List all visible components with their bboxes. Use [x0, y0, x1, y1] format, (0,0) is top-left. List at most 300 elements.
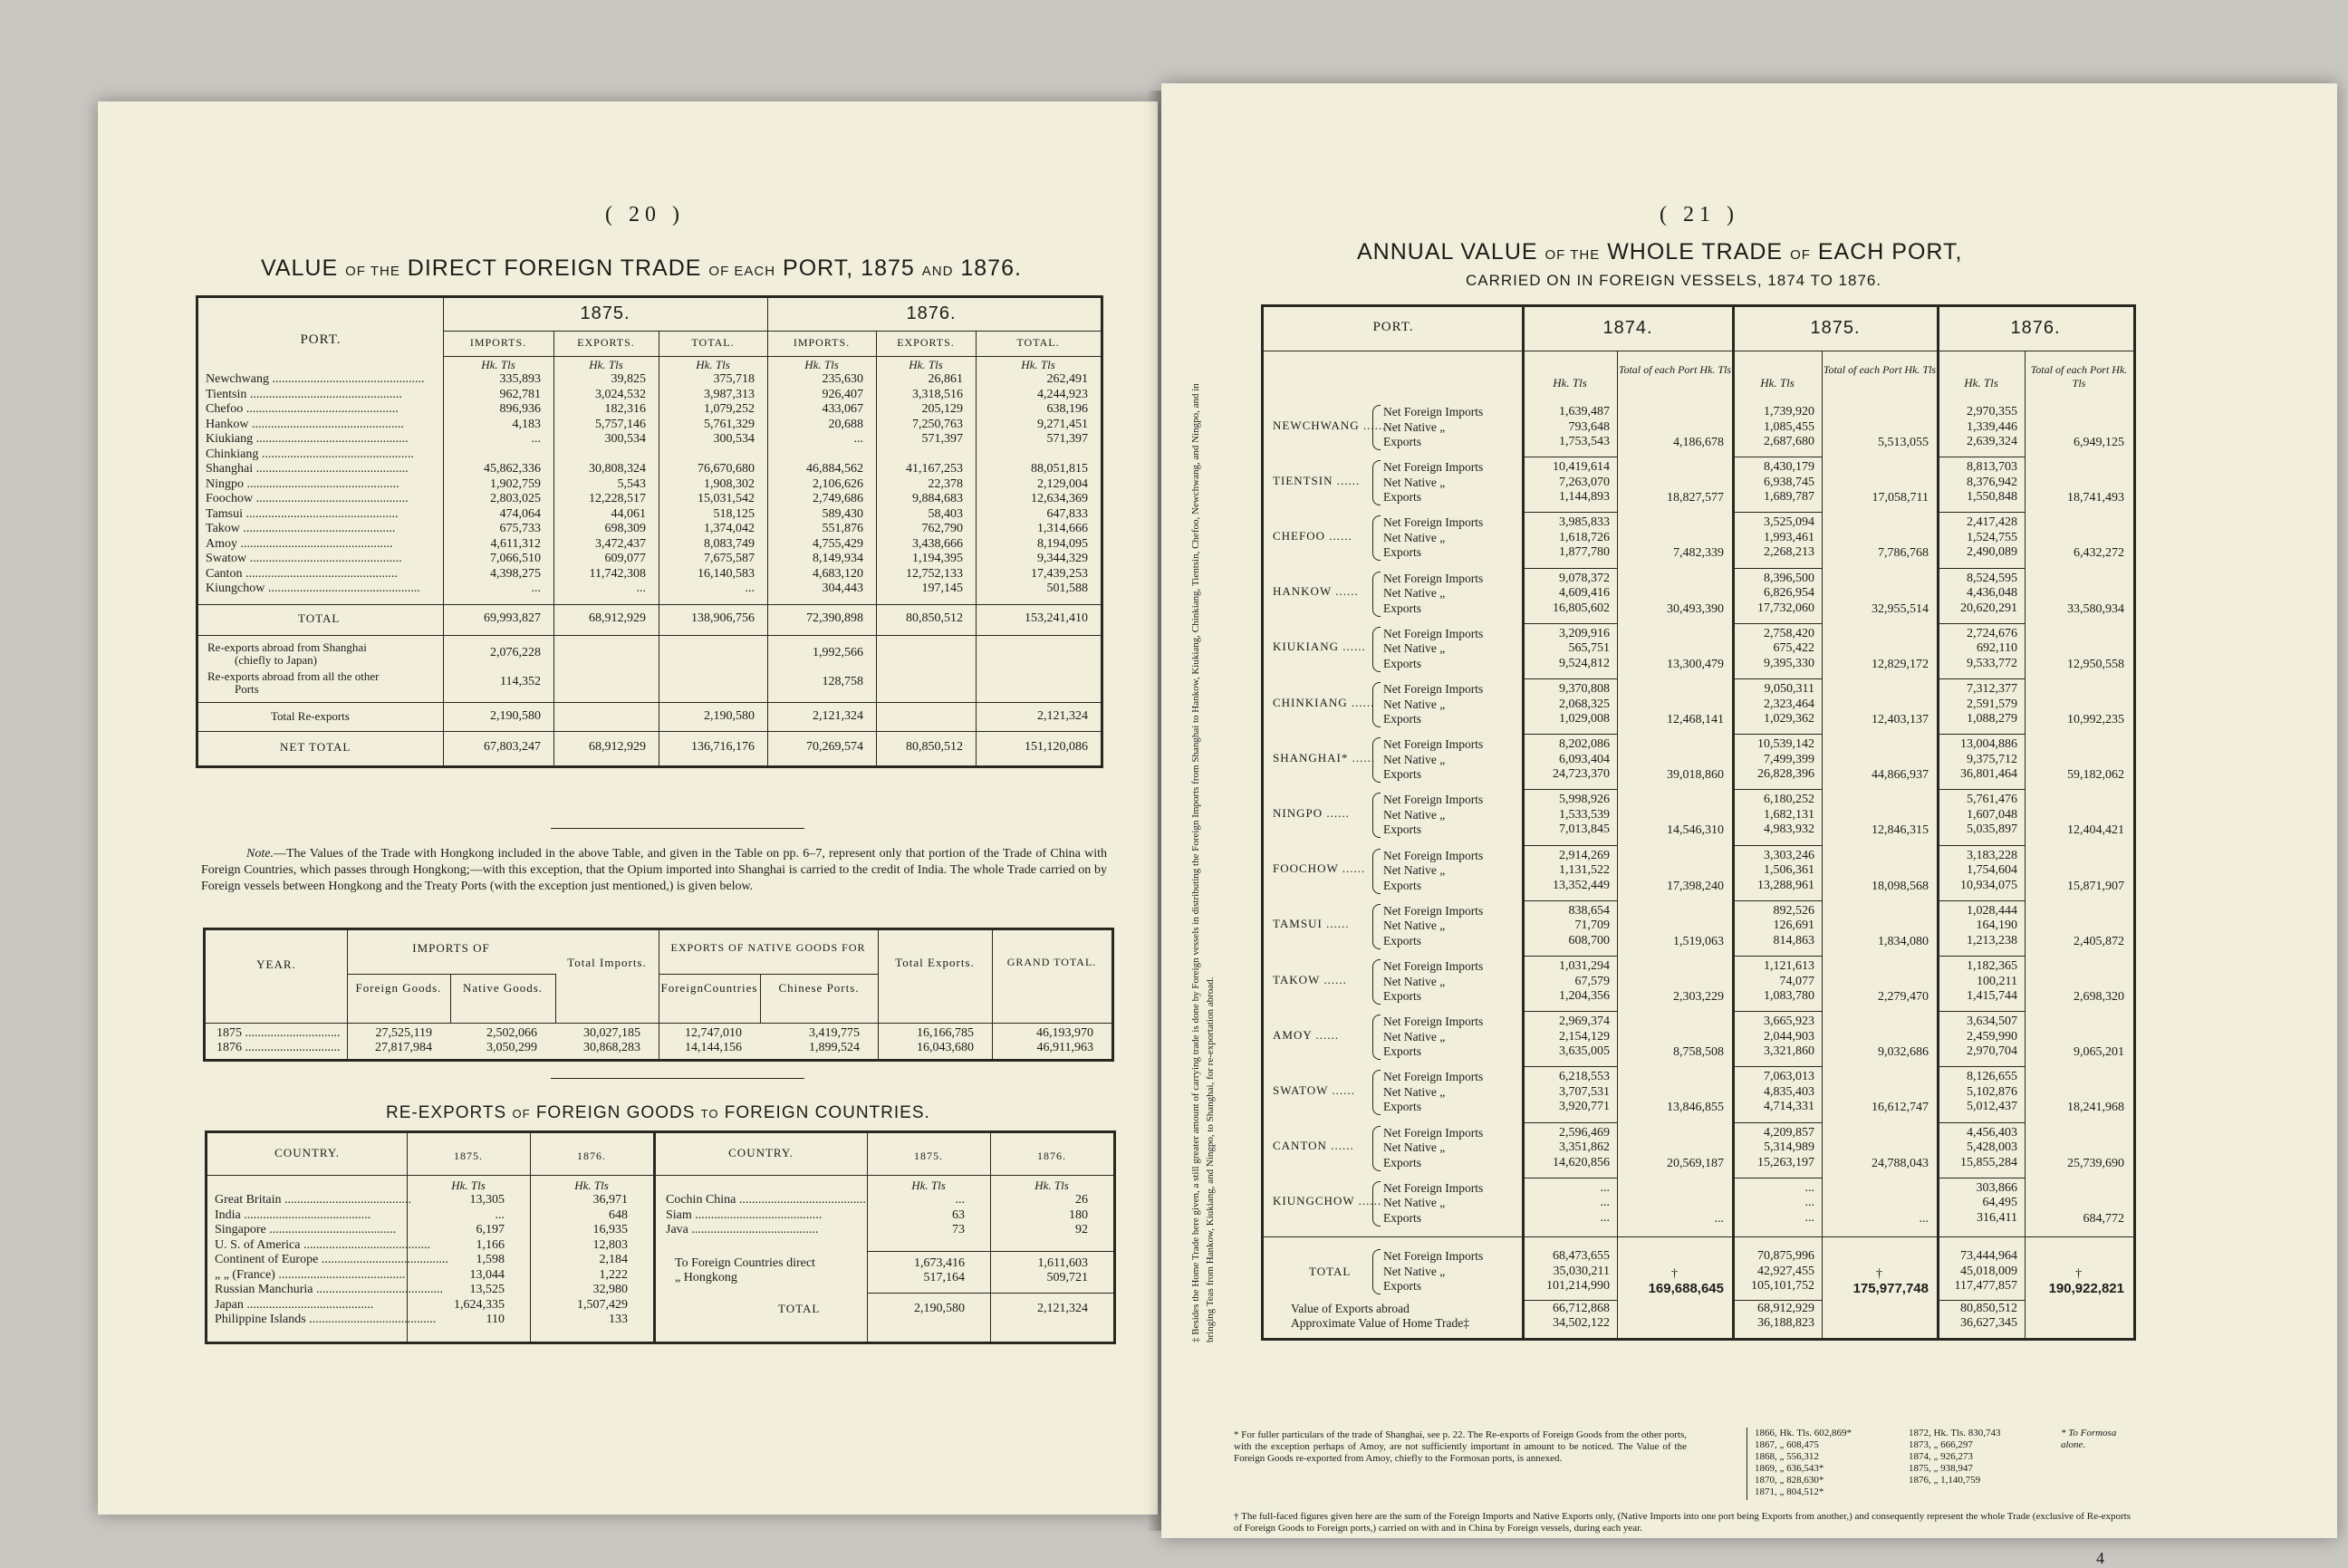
table-cell: 46,884,562 [806, 462, 863, 476]
row-label: Net Foreign Imports [1383, 737, 1484, 752]
table-cell: 36,801,464 [1960, 767, 2017, 782]
total-cell: 2,121,324 [1037, 1302, 1088, 1315]
signature-mark: 4 [2096, 1549, 2104, 1567]
left-page [98, 101, 1158, 1515]
port-name [206, 432, 439, 447]
table-cell: 3,303,246 [1764, 848, 1814, 862]
rule [443, 331, 1101, 332]
rule [1733, 1300, 1822, 1301]
table-cell: 30,808,324 [589, 462, 646, 476]
table-cell: 4,714,331 [1764, 1100, 1814, 1114]
table-cell: 1,908,302 [704, 476, 755, 491]
port-name [1273, 474, 1372, 489]
row-label: Net Native „ [1383, 807, 1446, 822]
leader-dots: ...... [1347, 695, 1375, 709]
table-cell: 7,675,587 [704, 552, 755, 565]
row-label: Net Native „ [1383, 475, 1446, 489]
row-label: Exports [1383, 656, 1421, 670]
table-cell: 9,078,372 [1559, 571, 1610, 585]
table-cell: 2,184 [599, 1253, 628, 1266]
table-cell: 589,430 [822, 506, 863, 521]
dagger-mark: † [1671, 1267, 1679, 1281]
port-total-cell: 59,182,062 [2067, 768, 2124, 783]
row-label: Net Native „ [1383, 530, 1446, 544]
table-cell: 1,166 [476, 1237, 505, 1252]
port-total-cell: 17,398,240 [1667, 879, 1724, 893]
rule [1733, 1066, 1822, 1067]
unit-label: Hk. Tls [696, 358, 730, 371]
table-cell: 24,723,370 [1553, 767, 1610, 782]
rule [1938, 1066, 2025, 1067]
table-cell: 8,126,655 [1967, 1070, 2017, 1084]
table-cell: 10,419,614 [1553, 460, 1610, 475]
table-cell: 1,028,444 [1967, 903, 2017, 918]
table-cell: 3,665,923 [1764, 1015, 1814, 1029]
port-total-cell: 17,058,711 [1872, 491, 1929, 505]
table-cell: 3,024,532 [595, 387, 646, 401]
table-cell: 551,876 [822, 522, 863, 535]
port-total-cell: 13,300,479 [1667, 657, 1724, 671]
rule [659, 974, 878, 975]
leader-dots: ................................................ [242, 566, 398, 581]
port-name-text: Shanghai [206, 462, 254, 476]
port-total-cell: 6,949,125 [2074, 436, 2124, 449]
row-label: Net Foreign Imports [1383, 515, 1484, 530]
table-cell: 762,790 [921, 522, 963, 535]
table-cell: 2,121,324 [1037, 708, 1088, 723]
port-name-text: Ningpo [206, 476, 244, 491]
port-name [206, 462, 439, 477]
rule [1733, 734, 1822, 735]
country-name [215, 1313, 437, 1328]
grand-total-cell: 190,922,821 [2048, 1281, 2124, 1296]
divider [551, 828, 804, 829]
row-label: Net Foreign Imports [1383, 405, 1484, 418]
table-cell: 34,502,122 [1553, 1316, 1610, 1330]
note-paragraph: Note.—The Values of the Trade with Hongkong included in the above Table, and given in the Table on pp. 6–7, represent only that portion of the Trade of China with Foreign Countries, which passes through Hongkong;—with this exception, that the Opium imported into Shanghai is carried to the credit of India. The whole Trade carried on by Foreign vessels between Hongkong and the Treaty Ports (with the exception just mentioned,) is given below. [201, 847, 1107, 893]
table-cell: 8,524,595 [1967, 571, 2017, 585]
port-name [206, 477, 439, 493]
table-cell: 892,526 [1773, 903, 1814, 918]
table-cell: 2,121,324 [813, 708, 863, 723]
leader-dots: ...... [1322, 917, 1350, 931]
amoy-entry: 1875, „ 938,947 [1909, 1463, 1973, 1474]
leader-dots: ...... [1338, 861, 1366, 876]
table-cell: 13,352,449 [1553, 878, 1610, 892]
column-header: Foreign Goods. [355, 981, 442, 995]
row-label: Exports [1383, 1210, 1421, 1225]
table-cell: 1,415,744 [1967, 989, 2017, 1003]
table-cell: 1,639,487 [1559, 405, 1610, 418]
rule [1733, 845, 1822, 846]
port-name-text: Kiukiang [206, 432, 254, 446]
row-label: Net Native „ [1383, 586, 1446, 601]
port-name [1273, 806, 1372, 822]
table-cell: 5,102,876 [1967, 1084, 2017, 1099]
table-cell: 675,422 [1773, 641, 1814, 656]
row-label: Net Foreign Imports [1383, 1249, 1484, 1263]
table-cell: 44,061 [611, 506, 646, 521]
rule [1938, 734, 2025, 735]
table-cell: 7,063,013 [1764, 1070, 1814, 1084]
table-cell: 180 [1069, 1207, 1088, 1222]
table-cell: 2,803,025 [490, 492, 541, 505]
table-cell: 15,263,197 [1757, 1155, 1814, 1169]
table-cell: 46,911,963 [1036, 1041, 1093, 1054]
port-name-text: Canton [206, 566, 243, 581]
country-text: Great Britain [215, 1193, 282, 1207]
port-name [206, 582, 439, 597]
table-cell: 571,397 [921, 432, 963, 446]
leader-dots: ...... [1348, 750, 1376, 765]
table-cell: 6,938,745 [1764, 475, 1814, 489]
table-cell: 1,131,522 [1559, 863, 1610, 878]
port-name [206, 567, 439, 582]
port-total-cell: 8,758,508 [1673, 1045, 1724, 1060]
brace [1372, 793, 1381, 838]
rule [347, 974, 555, 975]
table-cell: ... [495, 1207, 505, 1222]
rule [1523, 512, 1617, 513]
brace [1372, 1181, 1381, 1227]
port-name [1273, 861, 1372, 877]
leader-dots: ................................................ [253, 432, 409, 446]
table-cell: 136,716,176 [691, 739, 755, 754]
country-text: Java [666, 1223, 688, 1236]
table-cell: 1,083,780 [1764, 989, 1814, 1003]
unit-label: Hk. Tls [911, 1178, 946, 1192]
port-name-text: KIUKIANG [1273, 640, 1339, 654]
table-cell: 4,755,429 [813, 536, 863, 551]
table-cell: 110 [486, 1313, 505, 1326]
year-header: 1874. [1602, 318, 1653, 338]
table-cell: 2,076,228 [490, 645, 541, 659]
port-name-text: Takow [206, 522, 240, 535]
row-label: Net Native „ [1383, 919, 1446, 933]
table-cell: 14,144,156 [685, 1041, 742, 1054]
table-cell: ... [1804, 1210, 1814, 1225]
divider [551, 1078, 804, 1079]
table-cell: 15,855,284 [1960, 1155, 2017, 1169]
table-cell: 1,739,920 [1764, 405, 1814, 418]
table-cell: 26,828,396 [1757, 767, 1814, 782]
port-total-cell: 9,065,201 [2074, 1045, 2124, 1060]
table-cell: 692,110 [1977, 641, 2017, 656]
footnote-shanghai: * For fuller particulars of the trade of Shanghai, see p. 22. The Re-exports of Foreign Goods from the other ports, with the exception perhaps of Amoy, are not sufficiently important in amount to be noticed. The Value of the Foreign Goods re-exported from Amoy, chiefly to the Formosan ports, is annexed. [1234, 1429, 1687, 1464]
year-header: YEAR. [256, 957, 296, 971]
amoy-entry: 1866, Hk. Tls. 602,869* [1755, 1428, 1852, 1438]
table-cell: 4,683,120 [813, 566, 863, 581]
port-name [206, 418, 439, 433]
port-name [1273, 418, 1387, 434]
row-label: Exports [1383, 1100, 1421, 1114]
table-cell: 41,167,253 [906, 462, 963, 476]
amoy-entry: 1873, „ 666,297 [1909, 1439, 1973, 1450]
table-cell: 9,524,812 [1559, 656, 1610, 670]
table-cell: 2,190,580 [704, 708, 755, 723]
table-cell: 1,194,395 [912, 552, 963, 565]
port-total-cell: 18,827,577 [1667, 491, 1724, 505]
exports-abroad-label: Value of Exports abroad [1291, 1302, 1410, 1315]
port-total-cell: 684,772 [2083, 1211, 2124, 1226]
country-name [215, 1268, 405, 1284]
port-total-cell: 20,569,187 [1667, 1156, 1724, 1170]
brace [1372, 1070, 1381, 1115]
port-name-text: Swatow [206, 552, 247, 565]
table-cell: 9,050,311 [1764, 682, 1814, 696]
row-label: Exports [1383, 1279, 1421, 1293]
table-cell: 9,375,712 [1967, 752, 2017, 766]
column-header: IMPORTS. [793, 336, 851, 349]
port-name [206, 447, 439, 463]
port-total-cell: 10,992,235 [2067, 713, 2124, 726]
brace [1372, 959, 1381, 1005]
table-cell: 1,222 [599, 1267, 628, 1282]
port-name-text: KIUNGCHOW [1273, 1194, 1355, 1208]
table-cell: 3,438,666 [912, 536, 963, 551]
year-header: 1876. [906, 303, 957, 323]
table-cell: 3,419,775 [809, 1026, 860, 1040]
port-total-cell: 2,698,320 [2074, 990, 2124, 1004]
unit-label: Hk. Tls [589, 358, 623, 371]
country-text: „ „ (France) [215, 1267, 275, 1282]
rule [1938, 789, 2025, 790]
leader-dots: ........................................ [300, 1237, 430, 1252]
table-cell: 5,543 [617, 476, 646, 491]
port-total-cell: ... [1919, 1211, 1929, 1226]
table-cell: 3,920,771 [1559, 1100, 1610, 1114]
table-cell: 2,129,004 [1037, 476, 1088, 491]
rule [1733, 900, 1822, 901]
table-cell: 58,403 [928, 506, 963, 521]
port-name-text: AMOY [1273, 1027, 1313, 1042]
rule [1938, 1300, 2025, 1301]
rule [1523, 678, 1617, 679]
table-cell: 262,491 [1046, 372, 1088, 386]
table-cell: 126,691 [1773, 919, 1814, 933]
table-cell: 16,140,583 [698, 566, 755, 581]
table-cell: 609,077 [604, 552, 646, 565]
total-cell: 153,241,410 [1025, 611, 1088, 625]
country-text: Cochin China [666, 1193, 736, 1207]
table-cell: 316,411 [1977, 1210, 2017, 1225]
port-name [1273, 917, 1372, 932]
table-cell: 80,850,512 [906, 739, 963, 754]
table-cell: 35,030,211 [1553, 1264, 1610, 1278]
total-label: TOTAL [778, 1302, 821, 1315]
table-cell: 896,936 [499, 402, 541, 416]
brace [1372, 405, 1381, 450]
port-name [206, 388, 439, 403]
port-name-text: TIENTSIN [1273, 473, 1333, 487]
rule [198, 731, 1101, 732]
year-text: 1875 [217, 1026, 242, 1040]
table-cell: 17,439,253 [1031, 566, 1088, 581]
row-label: Exports [1383, 435, 1421, 448]
port-total-cell: 2,279,470 [1878, 990, 1929, 1004]
table-cell: 26,861 [928, 372, 963, 386]
row-label: Net Native „ [1383, 419, 1446, 434]
port-name-text: CHEFOO [1273, 528, 1326, 543]
amoy-note: * To Formosa alone. [2061, 1428, 2117, 1450]
table-cell: 4,983,932 [1764, 822, 1814, 837]
table-cell: 26 [1075, 1193, 1088, 1207]
brace [1372, 572, 1381, 617]
brace [1372, 1015, 1381, 1060]
table-cell: 1,618,726 [1559, 530, 1610, 544]
hongkong-trade-table [203, 928, 1114, 1062]
leader-dots: ................................................ [246, 552, 402, 565]
row-label: Net Foreign Imports [1383, 571, 1484, 585]
table-cell: 2,044,903 [1764, 1029, 1814, 1044]
leader-dots: ................................................ [253, 462, 409, 476]
leader-dots: ................................................ [265, 582, 420, 595]
table-cell: 13,305 [469, 1193, 505, 1207]
table-cell: 8,376,942 [1967, 475, 2017, 489]
port-name [206, 537, 439, 553]
port-header: PORT. [300, 332, 342, 347]
port-name [1273, 1194, 1382, 1209]
imports-of-header: IMPORTS OF [412, 941, 490, 955]
port-name [1273, 584, 1372, 600]
leader-dots: ................................................ [244, 476, 399, 491]
rule [1523, 1011, 1617, 1012]
table-cell: 8,396,500 [1764, 571, 1814, 585]
table-cell: ... [1804, 1180, 1814, 1195]
row-label: Net Native „ [1383, 1084, 1446, 1099]
table-cell: 13,004,886 [1960, 737, 2017, 752]
leader-dots: ................................................ [248, 417, 404, 431]
table-cell: ... [1600, 1196, 1610, 1210]
unit-label: Hk. Tls [574, 1178, 609, 1192]
port-total-cell: 1,834,080 [1878, 934, 1929, 948]
port-name-text: TAMSUI [1273, 917, 1323, 931]
reexport-label: Re-exports abroad from Shanghai [207, 640, 367, 654]
table-cell: 5,757,146 [595, 417, 646, 431]
row-label: Exports [1383, 601, 1421, 615]
port-total-cell: 18,241,968 [2067, 1101, 2124, 1115]
amoy-entry: 1872, Hk. Tls. 830,743 [1909, 1428, 2001, 1438]
table-cell: 2,724,676 [1967, 626, 2017, 640]
table-cell: 2,749,686 [813, 492, 863, 505]
table-cell: 2,490,089 [1967, 545, 2017, 560]
table-cell: 648 [609, 1207, 628, 1222]
port-total-cell: 33,580,934 [2067, 601, 2124, 616]
row-label: Net Native „ [1383, 1264, 1446, 1278]
country-name [666, 1223, 863, 1238]
unit-label: Hk. Tls [1760, 376, 1795, 390]
row-label: Net Foreign Imports [1383, 626, 1484, 640]
leader-dots: ...... [1320, 972, 1347, 986]
total-label: TOTAL [298, 611, 341, 625]
dagger-mark: † [1876, 1267, 1883, 1281]
table-cell: 151,120,086 [1025, 739, 1088, 754]
table-cell: 9,884,683 [912, 492, 963, 505]
unit-label: Hk. Tls [1964, 376, 1998, 390]
port-name-text: Amoy [206, 536, 237, 551]
table-cell: 2,106,626 [813, 476, 863, 491]
table-cell: 7,066,510 [490, 552, 541, 565]
table-cell: 4,835,403 [1764, 1084, 1814, 1099]
row-label: Exports [1383, 712, 1421, 726]
total-label: TOTAL [1309, 1264, 1352, 1278]
country-text: Russian Manchuria [215, 1283, 313, 1296]
port-name-text: Tamsui [206, 506, 244, 521]
table-cell: 64,495 [1982, 1196, 2017, 1210]
port-total-cell: 32,955,514 [1872, 601, 1929, 616]
rule [198, 635, 1101, 636]
table-cell: 2,068,325 [1559, 697, 1610, 711]
row-label: Net Foreign Imports [1383, 460, 1484, 475]
rule [1733, 623, 1822, 624]
port-total-cell: 2,405,872 [2074, 934, 2124, 948]
total-header: Total of each Port Hk. Tls [1618, 363, 1732, 376]
leader-dots: ................................................ [268, 372, 425, 386]
total-header: Total of each Port Hk. Tls [1823, 363, 1937, 376]
table-cell: 1,088,279 [1967, 712, 2017, 726]
port-total-cell: 2,303,229 [1673, 990, 1724, 1004]
row-label: Exports [1383, 822, 1421, 837]
table-cell: 1,029,362 [1764, 712, 1814, 726]
port-name [1273, 695, 1375, 711]
table-cell: 1,550,848 [1967, 490, 2017, 505]
total-header: Total of each Port Hk. Tls [2030, 363, 2128, 390]
table-cell: 4,398,275 [490, 566, 541, 581]
table-cell: 3,985,833 [1559, 515, 1610, 530]
table-cell: 2,417,428 [1967, 515, 2017, 530]
port-name-text: Hankow [206, 417, 249, 431]
port-total-cell: 24,788,043 [1872, 1156, 1929, 1170]
table-cell: 4,456,403 [1967, 1125, 2017, 1140]
table-cell: 74,077 [1779, 974, 1814, 988]
table-cell: 1,607,048 [1967, 807, 2017, 822]
table-cell: 6,826,954 [1764, 586, 1814, 601]
port-name [206, 492, 439, 507]
table-cell: ... [636, 582, 646, 595]
right-page [1161, 83, 2337, 1567]
leader-dots: ................................................ [243, 506, 399, 521]
rule [1938, 1122, 2025, 1123]
country-text: India [215, 1207, 241, 1222]
table-cell: 22,378 [928, 476, 963, 491]
rule [1523, 789, 1617, 790]
leader-dots: ........................................ [305, 1313, 437, 1326]
table-cell: ... [955, 1193, 965, 1207]
country-text: Philippine Islands [215, 1313, 306, 1326]
table-cell: 1,079,252 [704, 402, 755, 416]
port-name-text: SWATOW [1273, 1082, 1329, 1097]
table-cell: 12,747,010 [685, 1026, 742, 1040]
row-label: Net Foreign Imports [1383, 1125, 1484, 1140]
row-label: Net Native „ [1383, 1196, 1446, 1210]
table-cell: 647,833 [1046, 506, 1088, 521]
reexport-label: Re-exports abroad from all the other [207, 669, 380, 683]
table-cell: 638,196 [1046, 402, 1088, 416]
unit-label: Hk. Tls [1034, 1178, 1069, 1192]
table-cell: 4,209,857 [1764, 1125, 1814, 1140]
row-label: Net Foreign Imports [1383, 793, 1484, 807]
column-header: ForeignCountries [660, 981, 758, 995]
port-name [1273, 1028, 1372, 1044]
table-cell: 1,506,361 [1764, 863, 1814, 878]
row-label: Exports [1383, 1155, 1421, 1169]
port-total-cell: ... [1714, 1211, 1724, 1226]
total-cell: 69,993,827 [484, 611, 541, 625]
port-total-cell: 12,829,172 [1872, 657, 1929, 671]
row-label: Net Native „ [1383, 752, 1446, 766]
rule [1733, 678, 1822, 679]
table-cell: 14,620,856 [1553, 1155, 1610, 1169]
